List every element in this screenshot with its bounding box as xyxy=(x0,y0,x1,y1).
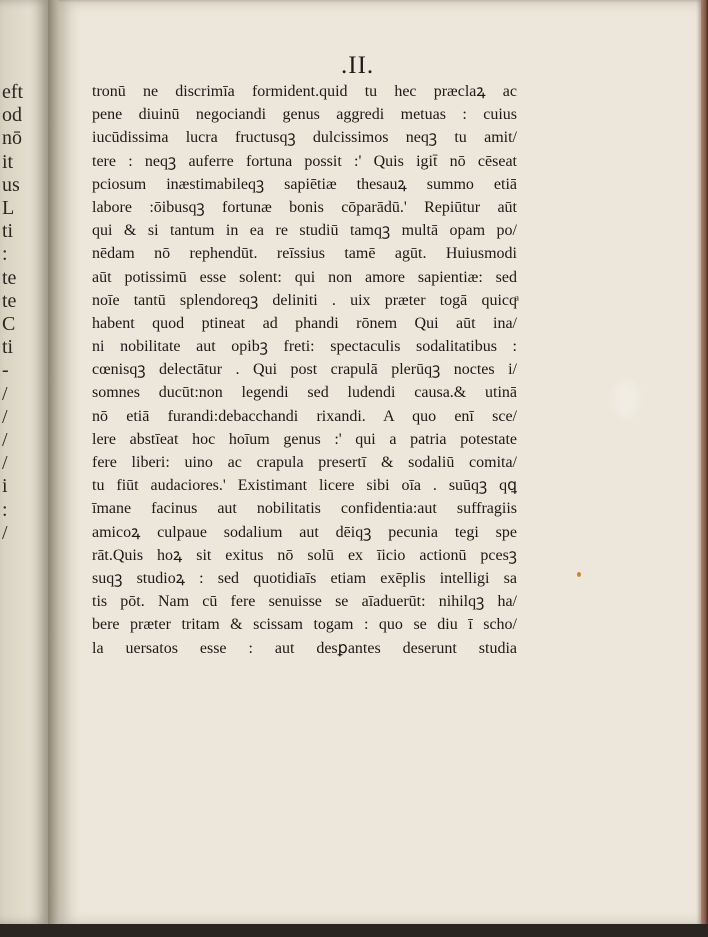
text-line: iucūdissima lucra fructusqꝫ dulcissimos neqꝫ tu amit/ xyxy=(92,129,517,147)
paper-smudge xyxy=(613,380,639,418)
left-page-fragment: eft xyxy=(2,81,24,103)
page-edge xyxy=(701,0,708,926)
text-line: rāt.Quis hoꝝ sit exitus nō solū ex īicio actionū pcesꝫ xyxy=(92,546,517,564)
text-line: ni nobilitate aut opibꝫ freti: spectaculis sodalitatibus : xyxy=(92,338,517,356)
text-line: nēdam nō rephendūt. reīssius tamē agūt. Huiusmodi xyxy=(92,245,517,263)
text-line: qui & si tantum in ea re studiū tamqꝫ multā opam po/ xyxy=(92,222,517,240)
left-page-fragment: : xyxy=(2,498,8,521)
text-line: tronū ne discrimīa formident.quid tu hec præclaꝝ ac xyxy=(92,83,517,100)
left-page-fragment: us xyxy=(2,173,20,196)
left-page-fragment: / xyxy=(2,382,8,405)
text-line: tis pōt. Nam cū fere senuisse se aīaduerūt: nihilqꝫ ha/ xyxy=(92,593,517,611)
left-page-fragment: - xyxy=(2,359,9,382)
left-page-fragment: ti xyxy=(2,336,14,359)
left-page-fragment: / xyxy=(2,452,8,475)
left-page-fragment: te xyxy=(2,266,17,289)
text-line: fere liberi: uino ac crapula presertī & sodaliū comita/ xyxy=(92,454,517,471)
bottom-shadow xyxy=(0,924,708,937)
text-line: īmane facinus aut nobilitatis confidentia:aut suffragiis xyxy=(92,500,517,518)
left-page-fragment: nō xyxy=(2,127,22,150)
text-line: cœnisqꝫ delectātur . Qui post crapulā plerūqꝫ noctes i/ xyxy=(92,361,517,379)
left-page-fragment: it xyxy=(2,150,14,173)
text-line: pene diuinū negociandi genus aggredi metuas : cuius xyxy=(92,106,517,124)
left-page-fragment: / xyxy=(2,405,8,428)
text-line: lere abstīeat hoc hoīum genus :' qui a patria potestate xyxy=(92,430,517,448)
text-block xyxy=(92,80,517,660)
text-line: tere : neqꝫ auferre fortuna possit :' Quis igit̄ nō cēseat xyxy=(92,152,517,170)
text-line: somnes ducūt:non legendi sed ludendi causa.& utinā xyxy=(92,384,517,402)
text-line: amicoꝝ culpaue sodalium aut dēiqꝫ pecunia tegi spe xyxy=(92,523,517,541)
ink-stain xyxy=(577,572,581,577)
text-line: suqꝫ studioꝝ : sed quotidiaīs etiam exēplis intelligi sa xyxy=(92,569,517,587)
text-line: bere præter tritam & scissam togam : quo se diu ī scho/ xyxy=(92,616,517,634)
left-page-fragment: / xyxy=(2,429,8,451)
left-page-fragment: L xyxy=(2,197,15,219)
left-page-fragment: C xyxy=(2,313,16,335)
text-line: habent quod ptineat ad phandi rōnem Qui aūt ina/ xyxy=(92,314,517,332)
left-page xyxy=(0,0,49,924)
text-line: noīe tantū splendoreqꝫ deliniti . uix præter togā quicqͣ xyxy=(92,291,517,309)
text-line: pciosum inæstimabileqꝫ sapiētiæ thesauꝝ summo etiā xyxy=(92,175,517,193)
left-page-fragment: : xyxy=(2,243,8,266)
left-page-fragment: i xyxy=(2,475,8,498)
text-line: aūt potissimū esse solent: qui non amore sapientiæ: sed xyxy=(92,268,517,286)
left-page-fragment: te xyxy=(2,289,17,312)
text-line: tu fiūt audaciores.' Existimant licere sibi oīa . suūqꝫ qꝗ xyxy=(92,477,517,495)
text-line: labore :ōibusqꝫ fortunæ bonis cōparādū.' Repiūtur aūt xyxy=(92,198,517,216)
text-line: la uersatos esse : aut desꝑantes deserunt studia xyxy=(92,639,517,657)
text-line: nō etiā furandi:debacchandi rixandi. A quo enī sce/ xyxy=(92,407,517,425)
left-page-fragment: od xyxy=(2,104,22,127)
left-page-fragment: ti xyxy=(2,220,14,243)
folio-number: .II. xyxy=(341,52,375,79)
left-page-fragment: / xyxy=(2,521,8,544)
right-page xyxy=(58,0,701,926)
